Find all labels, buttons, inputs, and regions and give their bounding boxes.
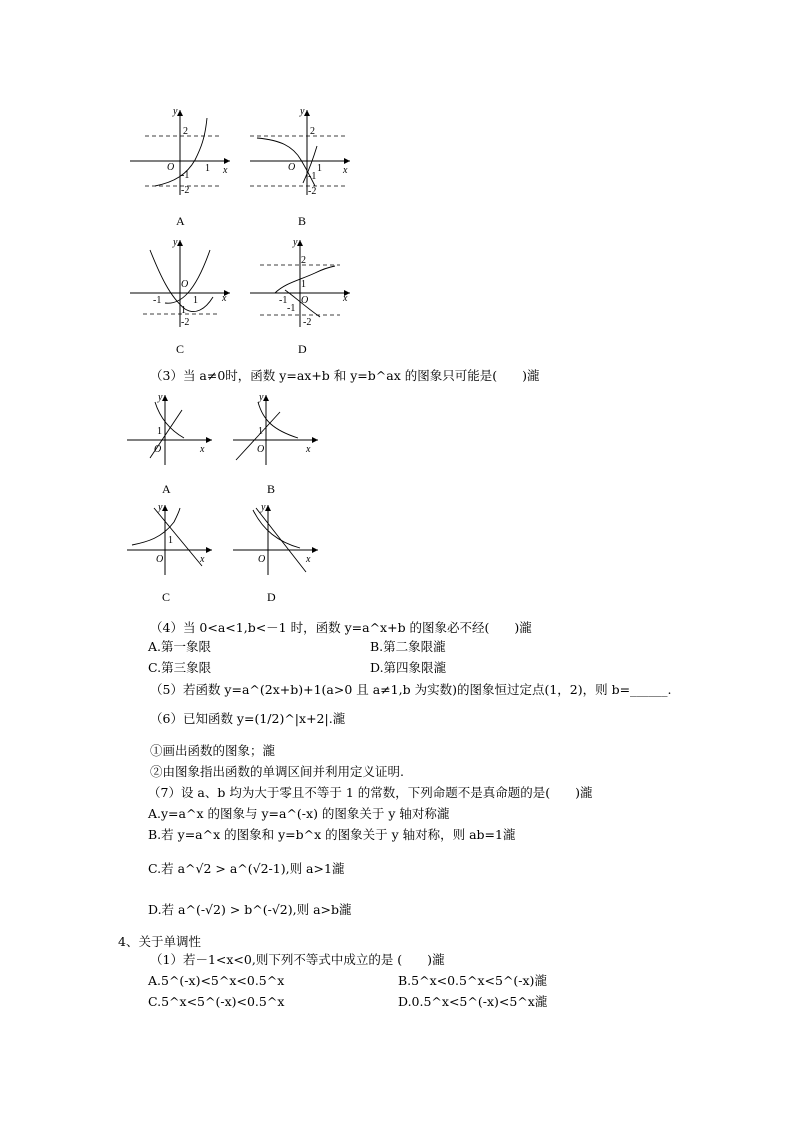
q4-option-a[interactable]: A.第一象限: [148, 639, 212, 654]
tick-label: 1: [181, 305, 186, 316]
question-6: （6）已知函数 y=(1/2)^|x+2|.瀧: [150, 711, 346, 726]
q4-option-d[interactable]: D.第四象限瀧: [370, 660, 447, 675]
s4-option-d[interactable]: D.0.5^x<5^(-x)<5^x瀧: [398, 994, 548, 1009]
q6-sub-1: ①画出函数的图象；瀧: [150, 743, 276, 758]
question-7-stem: （7）设 a、b 均为大于零且不等于 1 的常数，下列命题不是真命题的是( )瀧: [148, 785, 593, 800]
tick-label: 1: [168, 535, 173, 546]
section-4-q1-stem: （1）若－1<x<0,则下列不等式中成立的是 ( )瀧: [150, 952, 445, 967]
tick-label: -1: [287, 303, 296, 314]
origin-label: O: [288, 162, 296, 173]
tick-label: 1: [317, 163, 322, 174]
tick-label: -1: [153, 295, 162, 306]
s4-option-b[interactable]: B.5^x<0.5^x<5^(-x)瀧: [398, 973, 547, 988]
graph-2b: [228, 390, 323, 470]
graph-2c: [122, 500, 217, 580]
tick-label: -1: [181, 170, 190, 181]
q7-option-d[interactable]: D.若 a^(-√2) > b^(-√2),则 a>b瀧: [148, 902, 352, 917]
tick-label: -1: [279, 295, 288, 306]
y-axis-label: y: [293, 237, 298, 248]
tick-label: -2: [303, 317, 312, 328]
tick-label: 2: [183, 126, 188, 137]
s4-option-a[interactable]: A.5^(-x)<5^x<0.5^x: [148, 973, 285, 988]
x-axis-label: x: [200, 554, 205, 565]
s4-option-c[interactable]: C.5^x<5^(-x)<0.5^x: [148, 994, 285, 1009]
y-axis-label: y: [173, 106, 178, 117]
y-axis-label: y: [158, 502, 163, 513]
q4-option-b[interactable]: B.第二象限瀧: [370, 639, 446, 654]
question-3: （3）当 a≠0时，函数 y=ax+b 和 y=b^ax 的图象只可能是( )瀧: [150, 368, 540, 383]
x-axis-label: x: [343, 293, 348, 304]
q4-option-c[interactable]: C.第三象限: [148, 660, 212, 675]
graph-1c: [125, 235, 235, 330]
origin-label: O: [154, 444, 162, 455]
graph-caption: A: [176, 214, 185, 228]
graph-caption: C: [176, 342, 185, 356]
y-axis-label: y: [158, 392, 163, 403]
tick-label: 1: [193, 295, 198, 306]
tick-label: -2: [308, 186, 317, 197]
graph-1a: [125, 100, 235, 200]
tick-label: -2: [181, 317, 190, 328]
x-axis-label: x: [306, 444, 311, 455]
y-axis-label: y: [261, 502, 266, 513]
origin-label: O: [181, 279, 189, 290]
origin-label: O: [301, 295, 309, 306]
graph-1b: [245, 100, 355, 200]
graph-caption: D: [267, 590, 276, 604]
question-5: （5）若函数 y=a^(2x+b)+1(a>0 且 a≠1,b 为实数)的图象恒过定点(1，2)，则 b=______.: [150, 682, 672, 697]
y-axis-label: y: [259, 392, 264, 403]
q6-sub-2: ②由图象指出函数的单调区间并利用定义证明.: [150, 764, 404, 779]
x-axis-label: x: [200, 444, 205, 455]
x-axis-label: x: [223, 165, 228, 176]
q7-option-b[interactable]: B.若 y=a^x 的图象和 y=b^x 的图象关于 y 轴对称，则 ab=1瀧: [148, 827, 516, 842]
section-4-title: 4、关于单调性: [118, 934, 201, 949]
x-axis-label: x: [343, 165, 348, 176]
tick-label: -2: [181, 185, 190, 196]
question-4-stem: （4）当 0<a<1,b<－1 时，函数 y=a^x+b 的图象必不经( )瀧: [150, 620, 532, 635]
y-axis-label: y: [173, 237, 178, 248]
tick-label: -1: [308, 171, 317, 182]
tick-label: 1: [301, 279, 306, 290]
q7-option-a[interactable]: A.y=a^x 的图象与 y=a^(-x) 的图象关于 y 轴对称瀧: [148, 806, 450, 821]
graph-1d: [245, 235, 355, 330]
graph-caption: B: [298, 214, 307, 228]
tick-label: 1: [258, 426, 263, 437]
tick-label: 1: [157, 426, 162, 437]
q7-option-c[interactable]: C.若 a^√2 > a^(√2-1),则 a>1瀧: [148, 861, 345, 876]
tick-label: 2: [310, 126, 315, 137]
y-axis-label: y: [300, 106, 305, 117]
tick-label: 1: [205, 163, 210, 174]
origin-label: O: [156, 554, 164, 565]
graph-caption: A: [162, 482, 171, 496]
graph-caption: B: [267, 482, 276, 496]
origin-label: O: [167, 162, 175, 173]
graph-2a: [122, 390, 217, 470]
x-axis-label: x: [222, 293, 227, 304]
origin-label: O: [257, 444, 265, 455]
x-axis-label: x: [306, 554, 311, 565]
graph-caption: D: [298, 342, 307, 356]
tick-label: 2: [301, 255, 306, 266]
graph-2d: [228, 500, 323, 580]
origin-label: O: [258, 554, 266, 565]
graph-caption: C: [162, 590, 171, 604]
